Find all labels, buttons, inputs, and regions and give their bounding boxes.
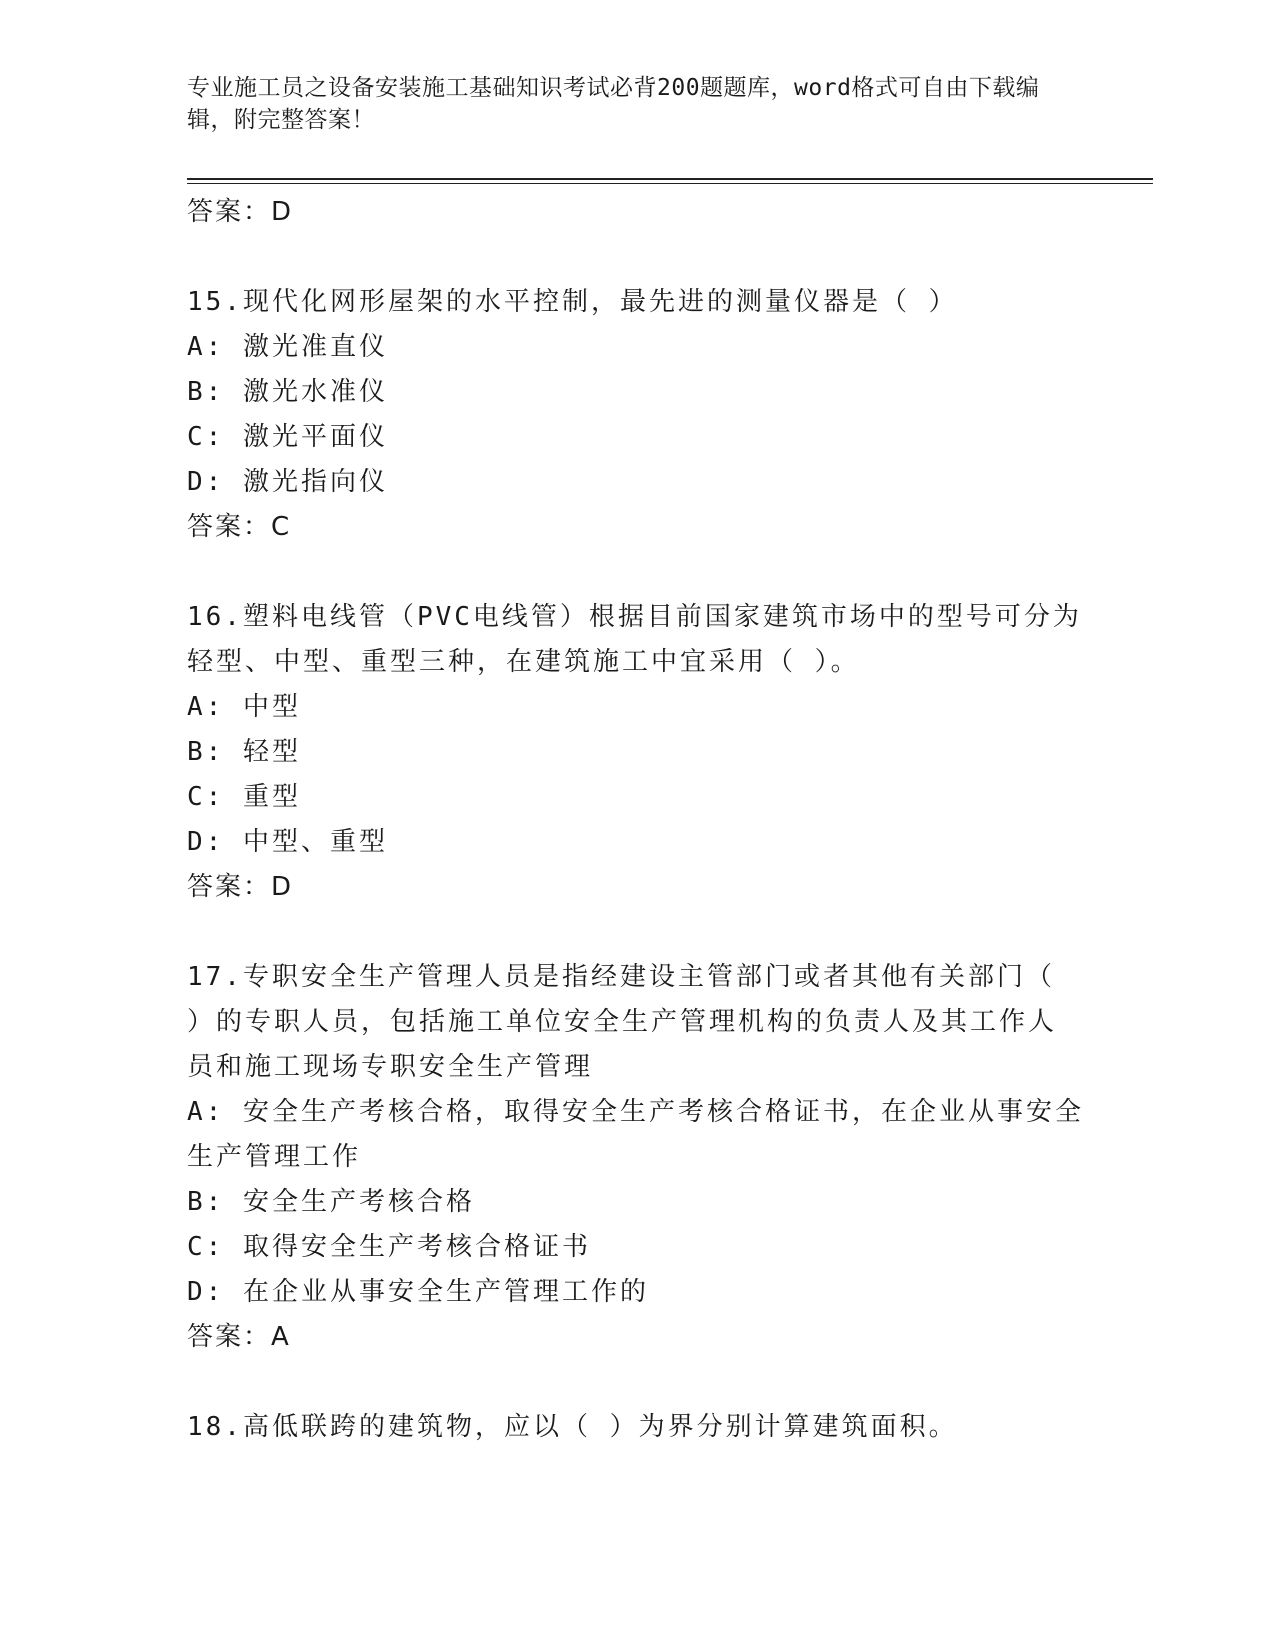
- question-16-text-line-2: 轻型、中型、重型三种，在建筑施工中宜采用（ ）。: [187, 647, 860, 677]
- question-17: [187, 955, 1087, 1359]
- spacer: [187, 909, 1087, 955]
- question-list: [187, 190, 1087, 1450]
- question-15-option-b: B: 激光水准仪: [187, 377, 388, 407]
- question-17-answer: 答案：A: [187, 1322, 291, 1352]
- question-15: [187, 280, 1087, 549]
- question-16-option-d: D: 中型、重型: [187, 827, 388, 857]
- question-17-option-a-line-2: 生产管理工作: [187, 1142, 362, 1172]
- question-16-answer: 答案：D: [187, 872, 294, 902]
- page-header: [187, 72, 1067, 136]
- question-15-answer: 答案：C: [187, 512, 292, 542]
- question-17-text-line-1: 17.专职安全生产管理人员是指经建设主管部门或者其他有关部门（: [187, 962, 1055, 992]
- spacer: [187, 549, 1087, 595]
- question-15-option-a: A: 激光准直仪: [187, 332, 388, 362]
- question-17-text-line-3: 员和施工现场专职安全生产管理: [187, 1052, 594, 1082]
- question-16: [187, 595, 1087, 909]
- header-title: 专业施工员之设备安装施工基础知识考试必背200题题库，word格式可自由下载编辑，附完整答案！: [187, 75, 1040, 133]
- question-16-option-b: B: 轻型: [187, 737, 301, 767]
- question-16-option-a: A: 中型: [187, 692, 301, 722]
- question-17-option-c: C: 取得安全生产考核合格证书: [187, 1232, 591, 1262]
- question-17-text-line-2: ）的专职人员，包括施工单位安全生产管理机构的负责人及其工作人: [187, 1007, 1058, 1037]
- spacer: [187, 234, 1087, 280]
- question-16-option-c: C: 重型: [187, 782, 301, 812]
- spacer: [187, 1359, 1087, 1405]
- question-15-option-d: D: 激光指向仪: [187, 467, 388, 497]
- question-17-option-b: B: 安全生产考核合格: [187, 1187, 475, 1217]
- question-17-option-a-line-1: A: 安全生产考核合格，取得安全生产考核合格证书，在企业从事安全: [187, 1097, 1084, 1127]
- question-18: [187, 1405, 1087, 1450]
- answer-previous: 答案：D: [187, 197, 294, 227]
- question-15-option-c: C: 激光平面仪: [187, 422, 388, 452]
- question-16-text-line-1: 16.塑料电线管（PVC电线管）根据目前国家建筑市场中的型号可分为: [187, 602, 1082, 632]
- header-divider-thick: [187, 178, 1153, 180]
- question-15-text: 15.现代化网形屋架的水平控制，最先进的测量仪器是（ ）: [187, 287, 958, 317]
- header-divider-thin: [187, 183, 1153, 184]
- question-17-option-d: D: 在企业从事安全生产管理工作的: [187, 1277, 649, 1307]
- question-18-text: 18.高低联跨的建筑物，应以（ ）为界分别计算建筑面积。: [187, 1412, 958, 1442]
